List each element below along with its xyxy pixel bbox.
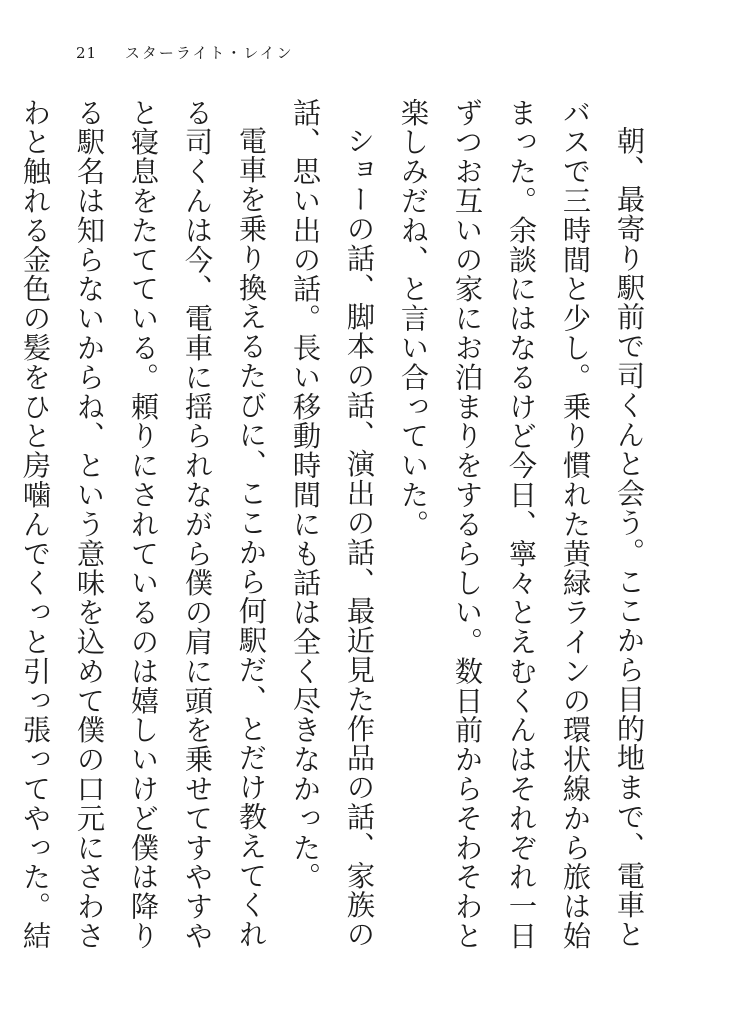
running-title: スターライト・レイン xyxy=(124,44,294,62)
paragraph-2: ショーの話、脚本の話、演出の話、最近見た作品の話、家族の話、思い出の話。長い移動時間にも話は全く尽きなかった。 xyxy=(289,98,376,950)
paragraph-1: 朝、最寄り駅前で司くんと会う。ここから目的地まで、電車とバスで三時間と少し。乗り慣れた黄緑ラインの環状線から旅は始まった。余談にはなるけど今日、寧々とえむくんはそれぞれ一日ずつお互いの家にお泊まりをするらしい。数日前からそわそわと楽しみだね、と言い合っていた。 xyxy=(397,98,646,951)
page-number: 21 xyxy=(76,44,98,62)
vertical-body-text xyxy=(19,98,656,978)
paragraph-3: 電車を乗り換えるたびに、ここから何駅だ、とだけ教えてくれる司くんは今、電車に揺られながら僕の肩に頭を乗せてすやすやと寝息をたてている。頼りにされているのは嬉しいけど僕は降りる駅名は知らないからね、という意味を込めて僕の口元にさわさわと触れる金色の髪をひと房噛んでくっと引っ張ってやった。結 xyxy=(19,98,268,951)
running-header xyxy=(76,42,294,63)
